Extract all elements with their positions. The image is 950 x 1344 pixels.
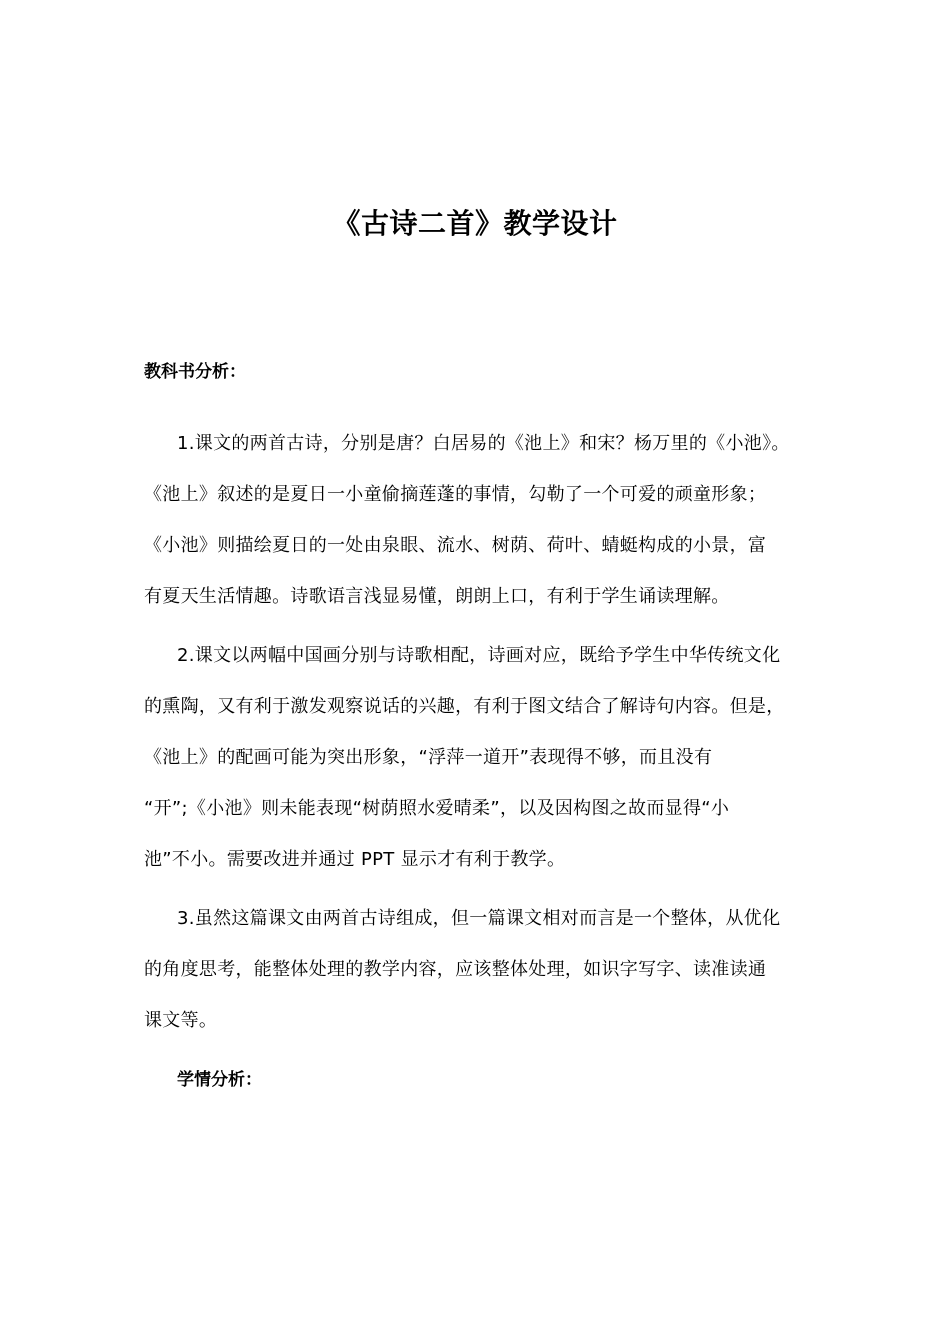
- paragraph-line: “开”;《小池》则未能表现“树荫照水爱晴柔”，以及因构图之故而显得“小: [144, 798, 730, 819]
- paragraph-3: [144, 900, 824, 1053]
- paragraph-line: 有夏天生活情趣。诗歌语言浅显易懂，朗朗上口，有利于学生诵读理解。: [144, 586, 730, 607]
- paragraph-line: 课文等。: [144, 1010, 218, 1031]
- section-heading-textbook-analysis: 教科书分析：: [144, 362, 246, 382]
- paragraph-line: 2.课文以两幅中国画分别与诗歌相配，诗画对应，既给予学生中华传统文化: [177, 645, 781, 666]
- paragraph-line: 的角度思考，能整体处理的教学内容，应该整体处理，如识字写字、读准读通: [144, 959, 767, 980]
- paragraph-line: 3.虽然这篇课文由两首古诗组成，但一篇课文相对而言是一个整体，从优化: [177, 908, 781, 929]
- paragraph-line: 的熏陶，又有利于激发观察说话的兴趣，有利于图文结合了解诗句内容。但是，: [144, 696, 785, 717]
- document-title: 《古诗二首》教学设计: [332, 207, 618, 240]
- paragraph-line: 《池上》叙述的是夏日一小童偷摘莲蓬的事情，勾勒了一个可爱的顽童形象；: [144, 484, 767, 505]
- paragraph-2: [144, 637, 824, 892]
- section-heading-student-analysis: 学情分析：: [177, 1070, 262, 1090]
- paragraph-line: 《池上》的配画可能为突出形象，“浮萍一道开”表现得不够，而且没有: [144, 747, 713, 768]
- paragraph-line: 1.课文的两首古诗，分别是唐？白居易的《池上》和宋？杨万里的《小池》。: [177, 433, 790, 454]
- paragraph-line: 《小池》则描绘夏日的一处由泉眼、流水、树荫、荷叶、蜻蜓构成的小景，富: [144, 535, 767, 556]
- paragraph-line: 池”不小。需要改进并通过 PPT 显示才有利于教学。: [144, 849, 566, 870]
- paragraph-1: [144, 425, 824, 629]
